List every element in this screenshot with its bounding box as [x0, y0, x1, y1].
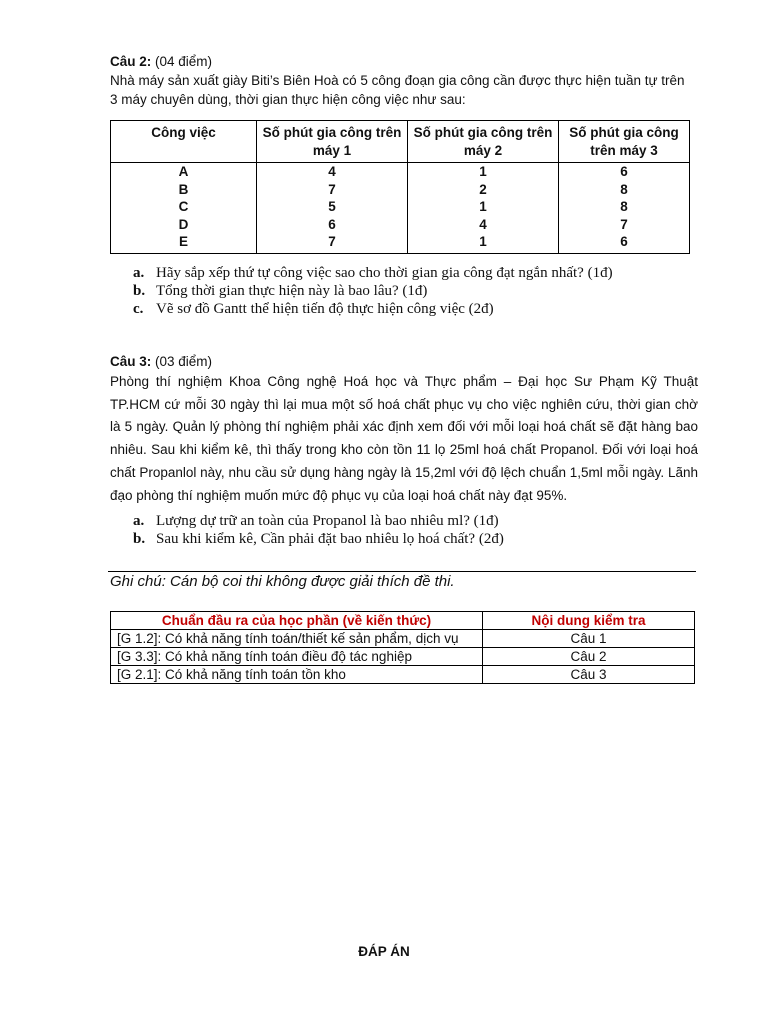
table-row [111, 216, 690, 234]
list-item [133, 282, 693, 300]
table-row [111, 648, 695, 666]
table-header-row [111, 121, 690, 163]
table-cell: A [111, 163, 257, 181]
table-cell: 7 [257, 181, 408, 199]
table-cell: Câu 1 [483, 630, 695, 648]
list-item [133, 300, 693, 318]
table-cell: Câu 2 [483, 648, 695, 666]
answer-heading: ĐÁP ÁN [358, 944, 410, 959]
table-header-row [111, 612, 695, 630]
table-cell: E [111, 233, 257, 253]
item-marker: b. [133, 531, 146, 547]
table-cell: D [111, 216, 257, 234]
item-marker: b. [133, 283, 146, 299]
question-2-intro: Nhà máy sản xuất giày Biti’s Biên Hoà có 5 công đoạn gia công cần được thực hiện tuần tự trên 3 máy chuyên dùng, thời gian thực hiện công việc như sau: [110, 73, 685, 107]
table-cell: 8 [559, 198, 690, 216]
column-header: Nội dung kiểm tra [483, 612, 695, 630]
question-2-points: (04 điểm) [151, 54, 213, 69]
question-2-items [133, 264, 693, 318]
table-row [111, 163, 690, 181]
table-cell: C [111, 198, 257, 216]
table-cell: 6 [257, 216, 408, 234]
item-text: Sau khi kiểm kê, Cần phải đặt bao nhiêu lọ hoá chất? (2đ) [156, 531, 504, 547]
item-text: Lượng dự trữ an toàn của Propanol là bao nhiêu ml? (1đ) [156, 513, 499, 529]
question-2-heading [110, 52, 690, 71]
table-row [111, 630, 695, 648]
question-3-points: (03 điểm) [151, 354, 213, 369]
item-marker: c. [133, 301, 144, 317]
table-cell: 1 [408, 233, 559, 253]
table-cell: 4 [408, 216, 559, 234]
item-text: Hãy sắp xếp thứ tự công việc sao cho thời gian gia công đạt ngắn nhất? (1đ) [156, 265, 613, 281]
question-3 [110, 352, 698, 507]
column-header: Công việc [111, 121, 257, 163]
question-2-label: Câu 2: [110, 54, 152, 69]
question-3-body: Phòng thí nghiệm Khoa Công nghệ Hoá học và Thực phẩm – Đại học Sư Phạm Kỹ Thuật TP.HCM cứ mỗi 30 ngày thì lại mua một số hoá chất phục vụ cho việc nghiên cứu, thời gian chờ là 5 ngày. Quản lý phòng thí nghiệm phải xác định xem đối với mỗi loại hoá chất sẽ đặt hàng bao nhiêu. Sau khi kiểm kê, thì thấy trong kho còn tồn 11 lọ 25ml hoá chất Propanol. Đối với loại hoá chất Propanlol này, nhu cầu sử dụng hàng ngày là 15,2ml với độ lệch chuẩn 1,5ml mỗi ngày. Lãnh đạo phòng thí nghiệm muốn mức độ phục vụ của loại hoá chất này đạt 95%. [110, 374, 698, 503]
list-item [133, 512, 693, 530]
list-item [133, 530, 693, 548]
item-marker: a. [133, 265, 145, 281]
table-cell: 5 [257, 198, 408, 216]
table-cell: 7 [559, 216, 690, 234]
table-cell: 8 [559, 181, 690, 199]
table-cell: [G 3.3]: Có khả năng tính toán điều độ tác nghiệp [111, 648, 483, 666]
table-cell: 4 [257, 163, 408, 181]
table-cell: 2 [408, 181, 559, 199]
table-cell: [G 1.2]: Có khả năng tính toán/thiết kế sản phẩm, dịch vụ [111, 630, 483, 648]
learning-outcomes-table [110, 611, 695, 684]
table-cell: 1 [408, 198, 559, 216]
item-text: Tổng thời gian thực hiện này là bao lâu? (1đ) [156, 283, 428, 299]
table-row [111, 181, 690, 199]
item-marker: a. [133, 513, 145, 529]
table-row [111, 198, 690, 216]
table-cell: 6 [559, 233, 690, 253]
column-header: Chuẩn đầu ra của học phần (về kiến thức) [111, 612, 483, 630]
column-header: Số phút gia công trên máy 2 [408, 121, 559, 163]
question-3-heading [110, 352, 698, 371]
table-cell: 6 [559, 163, 690, 181]
table-cell: 7 [257, 233, 408, 253]
exam-note: Ghi chú: Cán bộ coi thi không được giải thích đề thi. [110, 573, 455, 590]
table-cell: Câu 3 [483, 666, 695, 684]
list-item [133, 264, 693, 282]
table-row [111, 666, 695, 684]
question-3-label: Câu 3: [110, 354, 152, 369]
question-3-items [133, 512, 693, 548]
table-cell: B [111, 181, 257, 199]
column-header: Số phút gia công trên máy 3 [559, 121, 690, 163]
table-cell: 1 [408, 163, 559, 181]
processing-time-table [110, 120, 690, 254]
column-header: Số phút gia công trên máy 1 [257, 121, 408, 163]
table-row [111, 233, 690, 253]
item-text: Vẽ sơ đồ Gantt thể hiện tiến độ thực hiện công việc (2đ) [156, 301, 494, 317]
table-cell: [G 2.1]: Có khả năng tính toán tồn kho [111, 666, 483, 684]
question-2 [110, 52, 690, 109]
